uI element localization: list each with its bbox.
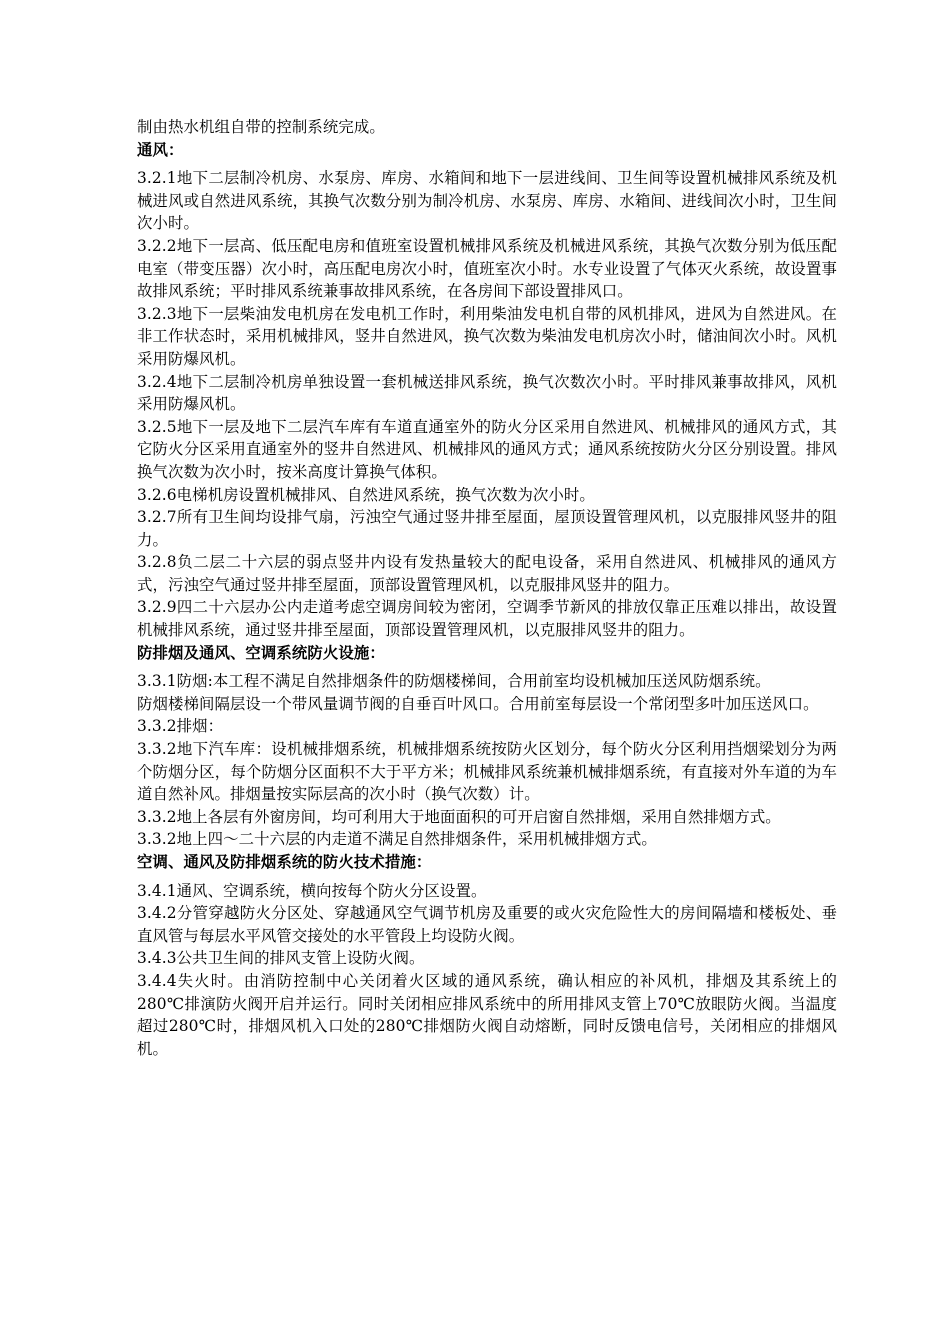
- paragraph-3-3-1: 3.3.1防烟:本工程不满足自然排烟条件的防烟楼梯间，合用前室均设机械加压送风防烟系统。: [137, 672, 771, 691]
- paragraph-3-4-2: 3.4.2分管穿越防火分区处、穿越通风空气调节机房及重要的或火灾危险性大的房间隔墙和楼板处、垂直风管与每层水平风管交接处的水平管段上均设防火阀。: [137, 904, 837, 945]
- paragraph-3-2-9: 3.2.9四二十六层办公内走道考虑空调房间较为密闭，空调季节新风的排放仅靠正压难以排出，故设置机械排风系统，通过竖井排至屋面，顶部设置管理风机，以克服排风竖井的阻力。: [137, 598, 837, 640]
- paragraph-3-2-6: 3.2.6电梯机房设置机械排风、自然进风系统，换气次数为次小时。: [137, 485, 595, 504]
- paragraph-3-3-2-title: 3.3.2排烟：: [137, 717, 224, 736]
- paragraph-3-2-4: 3.2.4地下二层制冷机房单独设置一套机械送排风系统，换气次数次小时。平时排风兼事故排风，风机采用防爆风机。: [137, 372, 837, 414]
- paragraph-3-3-2-garage: 3.3.2地下汽车库：设机械排烟系统，机械排烟系统按防火区划分，每个防火分区利用挡烟梁划分为两个防烟分区，每个防烟分区面积不大于平方米；机械排风系统兼机械排烟系统，有直接对外车道的为车道自然补风。排烟量按实际层高的次小时（换气次数）计。: [137, 740, 837, 804]
- paragraph-3-2-8: 3.2.8负二层二十六层的弱点竖井内设有发热量较大的配电设备，采用自然进风、机械排风的通风方式，污浊空气通过竖井排至屋面，顶部设置管理风机，以克服排风竖井的阻力。: [137, 553, 837, 594]
- document-page: [137, 116, 837, 1060]
- paragraph-3-2-3: 3.2.3地下一层柴油发电机房在发电机工作时，利用柴油发电机自带的风机排风，进风为自然进风。在非工作状态时，采用机械排风，竖井自然进风，换气次数为柴油发电机房次小时，储油间次小时。风机采用防爆风机。: [137, 304, 837, 368]
- paragraph-3-2-2: 3.2.2地下一层高、低压配电房和值班室设置机械排风系统及机械进风系统，其换气次数分别为低压配电室（带变压器）次小时，高压配电房次小时，值班室次小时。水专业设置了气体灭火系统，故设置事故排风系统；平时排风系统兼事故排风系统，在各房间下部设置排风口。: [137, 236, 837, 301]
- paragraph-3-4-1: 3.4.1通风、空调系统，横向按每个防火分区设置。: [137, 881, 487, 900]
- paragraph-3-3-2-corridor: 3.3.2地上四～二十六层的内走道不满足自然排烟条件，采用机械排烟方式。: [137, 830, 657, 849]
- paragraph-3-2-7: 3.2.7所有卫生间均设排气扇，污浊空气通过竖井排至屋面，屋顶设置管理风机，以克服排风竖井的阻力。: [137, 508, 837, 549]
- section-smoke-control: [137, 642, 837, 851]
- section-heading: 空调、通风及防排烟系统的防火技术措施：: [137, 853, 432, 871]
- paragraph-3-3-2-windows: 3.3.2地上各层有外窗房间，均可利用大于地面面积的可开启窗自然排烟，采用自然排烟方式。: [137, 807, 781, 826]
- section-heading: 防排烟及通风、空调系统防火设施：: [137, 643, 385, 662]
- section-ventilation: [137, 139, 837, 642]
- paragraph-3-4-3: 3.4.3公共卫生间的排风支管上设防火阀。: [137, 949, 425, 968]
- opening-line: 制由热水机组自带的控制系统完成。: [137, 118, 385, 136]
- section-heading: 通风：: [137, 140, 184, 159]
- paragraph-3-2-1: 3.2.1地下二层制冷机房、水泵房、库房、水箱间和地下一层进线间、卫生间等设置机械排风系统及机械进风或自然进风系统，其换气次数分别为制冷机房、水泵房、库房、水箱间、进线间次小时，卫生间次小时。: [137, 169, 837, 233]
- paragraph-3-2-5: 3.2.5地下一层及地下二层汽车库有车道直通室外的防火分区采用自然进风、机械排风的通风方式，其它防火分区采用直通室外的竖井自然进风、机械排风的通风方式；通风系统按防火分区分别设置。排风换气次数为次小时，按米高度计算换气体积。: [137, 417, 837, 481]
- paragraph-stairwell: 防烟楼梯间隔层设一个带风量调节阀的自垂百叶风口。合用前室每层设一个常闭型多叶加压送风口。: [137, 694, 819, 713]
- section-fire-measures: [137, 851, 837, 1060]
- paragraph-3-4-4: 3.4.4失火时。由消防控制中心关闭着火区域的通风系统，确认相应的补风机，排烟及其系统上的280℃排演防火阀开启并运行。同时关闭相应排风系统中的所用排风支管上70℃放眼防火阀。当温度超过280℃时，排烟风机入口处的280℃排烟防火阀自动熔断，同时反馈电信号，关闭相应的排烟风机。: [137, 971, 837, 1058]
